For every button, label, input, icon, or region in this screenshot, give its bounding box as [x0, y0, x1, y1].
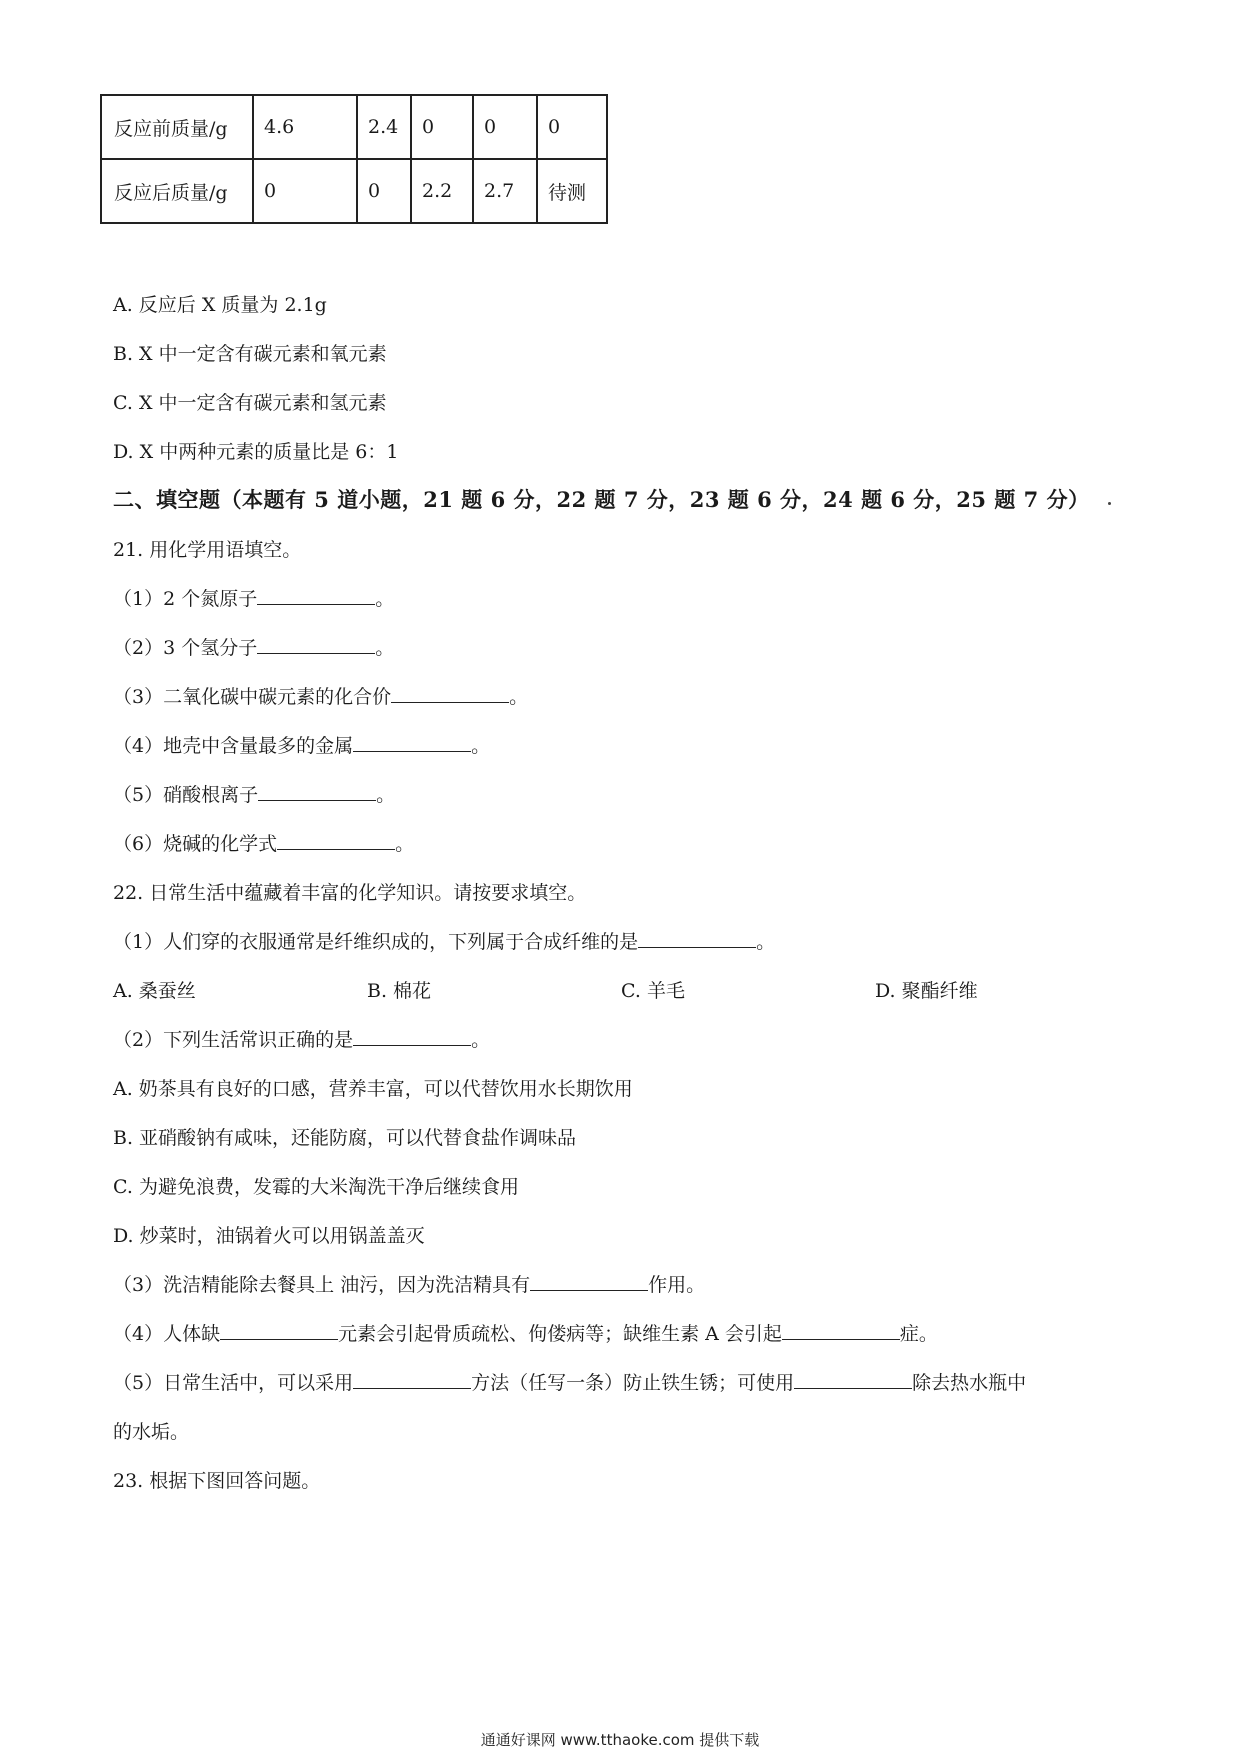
q20-option-a: A. 反应后 X 质量为 2.1g: [113, 294, 327, 316]
answer-blank[interactable]: [257, 633, 375, 654]
q22-part-5: [113, 1368, 1026, 1395]
answer-blank[interactable]: [782, 1319, 900, 1340]
q22-p1-option-d: D. 聚酯纤维: [875, 980, 978, 1002]
q22-part-2: [113, 1025, 490, 1052]
stray-mark: [1108, 502, 1111, 505]
q22-part-text: （4）人体缺: [113, 1323, 221, 1345]
table-cell: 0: [357, 159, 411, 223]
q21-item-text: （6）烧碱的化学式: [113, 833, 278, 855]
q22-p1-option-b: B. 棉花: [367, 980, 432, 1002]
q22-part-text: 元素会引起骨质疏松、佝偻病等；缺维生素 A 会引起: [338, 1323, 782, 1345]
table-cell: 0: [411, 95, 473, 159]
table-cell: 2.4: [357, 95, 411, 159]
q22-part-5-cont: 的水垢。: [113, 1421, 190, 1443]
answer-blank[interactable]: [391, 682, 509, 703]
q21-item: [113, 633, 394, 660]
q22-part-text: （2）下列生活常识正确的是: [113, 1029, 354, 1051]
table-cell: 4.6: [253, 95, 357, 159]
q22-p2-option-b: B. 亚硝酸钠有咸味，还能防腐，可以代替食盐作调味品: [113, 1127, 577, 1149]
q21-item-end: 。: [395, 833, 415, 855]
q22-part-text: （1）人们穿的衣服通常是纤维织成的，下列属于合成纤维的是: [113, 931, 639, 953]
table-cell: 2.2: [411, 159, 473, 223]
q21-item-text: （3）二氧化碳中碳元素的化合价: [113, 686, 392, 708]
answer-blank[interactable]: [530, 1270, 648, 1291]
answer-blank[interactable]: [257, 584, 375, 605]
q21-item: [113, 682, 528, 709]
q22-part-end: 症。: [899, 1323, 938, 1345]
table-row-label: 反应前质量/g: [101, 95, 253, 159]
mass-data-table: [100, 94, 608, 224]
q21-stem: 21. 用化学用语填空。: [113, 539, 302, 561]
section-heading: 二、填空题（本题有 5 道小题，21 题 6 分，22 题 7 分，23 题 6 分，24 题 6 分，25 题 7 分）: [113, 487, 1090, 512]
q22-part-text: 方法（任写一条）防止铁生锈；可使用: [471, 1372, 795, 1394]
q22-part-end: 。: [471, 1029, 491, 1051]
table-row: [101, 159, 607, 223]
q20-option-c: C. X 中一定含有碳元素和氢元素: [113, 392, 387, 414]
q22-p1-option-c: C. 羊毛: [621, 980, 685, 1002]
answer-blank[interactable]: [220, 1319, 338, 1340]
table-row-label: 反应后质量/g: [101, 159, 253, 223]
q22-part-text: 除去热水瓶中: [912, 1372, 1027, 1394]
q21-item-end: 。: [376, 784, 396, 806]
q22-p1-option-a: A. 桑蚕丝: [113, 980, 196, 1002]
q22-part-3: [113, 1270, 705, 1297]
q21-item-end: 。: [471, 735, 491, 757]
q22-p2-option-a: A. 奶茶具有良好的口感，营养丰富，可以代替饮用水长期饮用: [113, 1078, 633, 1100]
answer-blank[interactable]: [258, 780, 376, 801]
answer-blank[interactable]: [353, 1368, 471, 1389]
q23-stem: 23. 根据下图回答问题。: [113, 1470, 321, 1492]
table-cell: 待测: [537, 159, 607, 223]
q22-part-text: （5）日常生活中，可以采用: [113, 1372, 354, 1394]
q22-part-end: 。: [756, 931, 776, 953]
q22-part-end: 作用。: [648, 1274, 706, 1296]
page-footer: 通通好课网 www.tthaoke.com 提供下载: [480, 1731, 760, 1749]
q22-p2-option-c: C. 为避免浪费，发霉的大米淘洗干净后继续食用: [113, 1176, 519, 1198]
q21-item: [113, 731, 490, 758]
q22-part-text: （3）洗洁精能除去餐具上 油污，因为洗洁精具有: [113, 1274, 531, 1296]
q21-item-text: （5）硝酸根离子: [113, 784, 259, 806]
q21-item: [113, 780, 395, 807]
q21-item-end: 。: [375, 637, 395, 659]
q20-option-d: D. X 中两种元素的质量比是 6：1: [113, 441, 399, 463]
answer-blank[interactable]: [353, 731, 471, 752]
q21-item-text: （4）地壳中含量最多的金属: [113, 735, 354, 757]
table-cell: 0: [253, 159, 357, 223]
table-cell: 2.7: [473, 159, 537, 223]
answer-blank[interactable]: [638, 927, 756, 948]
q21-item-end: 。: [375, 588, 395, 610]
q22-p2-option-d: D. 炒菜时，油锅着火可以用锅盖盖灭: [113, 1225, 425, 1247]
q21-item-end: 。: [509, 686, 529, 708]
q22-part-4: [113, 1319, 938, 1346]
q21-item-text: （1）2 个氮原子: [113, 588, 258, 610]
q21-item: [113, 829, 414, 856]
q21-item-text: （2）3 个氢分子: [113, 637, 258, 659]
table-cell: 0: [537, 95, 607, 159]
answer-blank[interactable]: [277, 829, 395, 850]
q22-part-1: [113, 927, 775, 954]
answer-blank[interactable]: [353, 1025, 471, 1046]
q22-stem: 22. 日常生活中蕴藏着丰富的化学知识。请按要求填空。: [113, 882, 587, 904]
table-cell: 0: [473, 95, 537, 159]
answer-blank[interactable]: [794, 1368, 912, 1389]
q21-item: [113, 584, 394, 611]
table-row: [101, 95, 607, 159]
q20-option-b: B. X 中一定含有碳元素和氧元素: [113, 343, 387, 365]
